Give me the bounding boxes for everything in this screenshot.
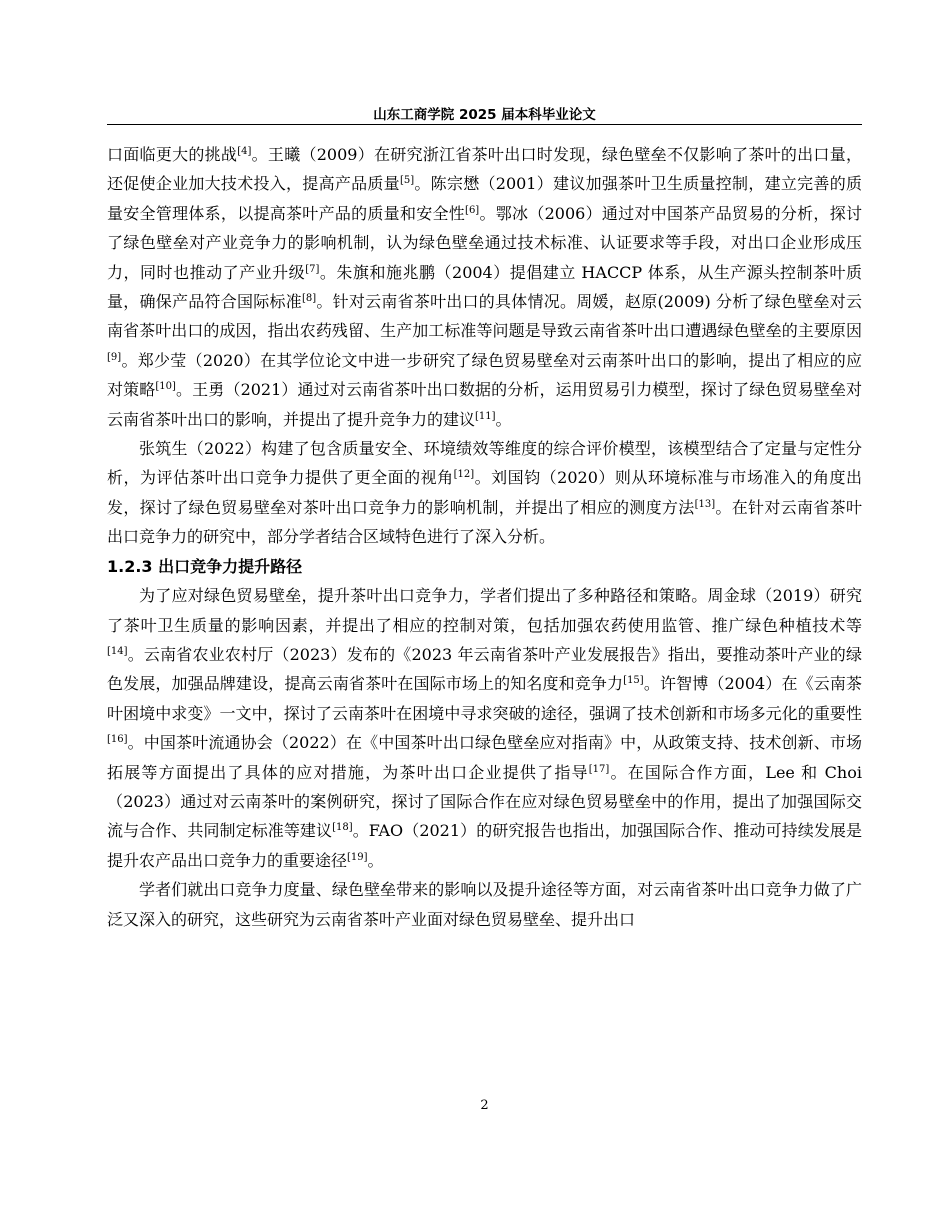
citation-ref: [18] (332, 822, 353, 834)
paragraph-p1: 口面临更大的挑战[4]。王曦（2009）在研究浙江省茶叶出口时发现，绿色壁垒不仅影响了茶叶的出口量，还促使企业加大技术投入，提高产品质量[5]。陈宗懋（2001）建议加强茶叶卫生质量控制，建立完善的质量安全管理体系，以提高茶叶产品的质量和安全性[6]。鄂冰（2006）通过对中国茶产品贸易的分析，探讨了绿色壁垒对产业竞争力的影响机制，认为绿色壁垒通过技术标准、认证要求等手段，对出口企业形成压力，同时也推动了产业升级[7]。朱旗和施兆鹏（2004）提倡建立 HACCP 体系，从生产源头控制茶叶质量，确保产品符合国际标准[8]。针对云南省茶叶出口的具体情况。周媛，赵原(2009) 分析了绿色壁垒对云南省茶叶出口的成因，指出农药残留、生产加工标准等问题是导致云南省茶叶出口遭遇绿色壁垒的主要原因[9]。郑少莹（2020）在其学位论文中进一步研究了绿色贸易壁垒对云南茶叶出口的影响，提出了相应的应对策略[10]。王勇（2021）通过对云南省茶叶出口数据的分析，运用贸易引力模型，探讨了绿色贸易壁垒对云南省茶叶出口的影响，并提出了提升竞争力的建议[11]。 (107, 145, 862, 429)
citation-ref: [12] (453, 469, 475, 481)
citation-ref: [10] (155, 381, 176, 393)
paragraph-p3: 为了应对绿色贸易壁垒，提升茶叶出口竞争力，学者们提出了多种路径和策略。周金球（2019）研究了茶叶卫生质量的影响因素，并提出了相应的控制对策，包括加强农药使用监管、推广绿色种植技术等[14]。云南省农业农村厅（2023）发布的《2023 年云南省茶叶产业发展报告》指出，要推动茶叶产业的绿色发展，加强品牌建设，提高云南省茶叶在国际市场上的知名度和竞争力[15]。许智博（2004）在《云南茶叶困境中求变》一文中，探讨了云南茶叶在困境中寻求突破的途径，强调了技术创新和市场多元化的重要性[16]。中国茶叶流通协会（2022）在《中国茶叶出口绿色壁垒应对指南》中，从政策支持、技术创新、市场拓展等方面提出了具体的应对措施，为茶叶出口企业提供了指导[17]。在国际合作方面，Lee 和 Choi（2023）通过对云南茶叶的案例研究，探讨了国际合作在应对绿色贸易壁垒中的作用，提出了加强国际交流与合作、共同制定标准等建议[18]。FAO（2021）的研究报告也指出，加强国际合作、推动可持续发展是提升农产品出口竞争力的重要途径[19]。 (107, 586, 862, 870)
citation-ref: [14] (107, 645, 128, 657)
section-heading: 1.2.3 出口竞争力提升路径 (107, 556, 303, 576)
page-number: 2 (480, 1098, 489, 1113)
citation-ref: [11] (475, 410, 496, 422)
running-header: 山东工商学院 2025 届本科毕业论文 (373, 107, 596, 123)
citation-ref: [13] (694, 498, 716, 510)
citation-ref: [7] (305, 263, 320, 275)
citation-ref: [5] (399, 175, 415, 187)
paragraph-p2: 张筑生（2022）构建了包含质量安全、环境绩效等维度的综合评价模型，该模型结合了定量与定性分析，为评估茶叶出口竞争力提供了更全面的视角[12]。刘国钧（2020）则从环境标准与市场准入的角度出发，探讨了绿色贸易壁垒对茶叶出口竞争力的影响机制，并提出了相应的测度方法[13]。在针对云南省茶叶出口竞争力的研究中，部分学者结合区域特色进行了深入分析。 (107, 439, 862, 547)
citation-ref: [6] (465, 204, 480, 216)
citation-ref: [17] (588, 763, 610, 775)
header-rule (107, 124, 862, 125)
citation-ref: [19] (347, 851, 368, 863)
citation-ref: [15] (623, 675, 644, 687)
citation-ref: [8] (301, 293, 317, 305)
citation-ref: [9] (107, 351, 122, 363)
citation-ref: [4] (237, 146, 252, 157)
page-body (107, 140, 862, 934)
paragraph-p4: 学者们就出口竞争力度量、绿色壁垒带来的影响以及提升途径等方面，对云南省茶叶出口竞争力做了广泛又深入的研究，这些研究为云南省茶叶产业面对绿色贸易壁垒、提升出口 (107, 880, 862, 929)
citation-ref: [16] (107, 734, 128, 746)
